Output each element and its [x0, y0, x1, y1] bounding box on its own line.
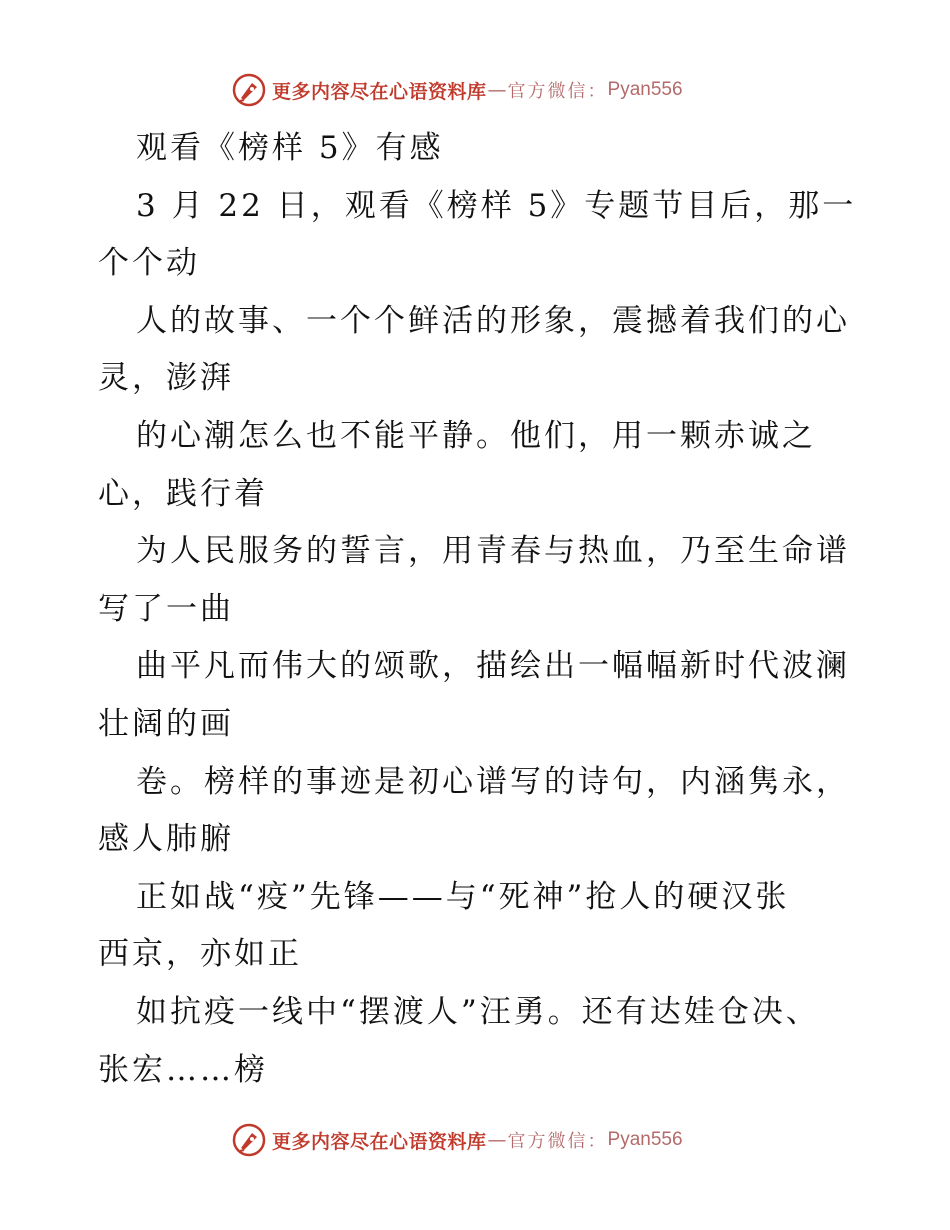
footer-banner	[232, 1122, 683, 1158]
banner-dash: —	[487, 79, 507, 101]
banner-wechat-label: 官方微信：	[507, 1131, 608, 1152]
text-line: 人的故事、一个个鲜活的形象，震撼着我们的心	[136, 302, 850, 339]
document-title: 观看《榜样 5》有感	[136, 130, 444, 166]
text-line: 为人民服务的誓言，用青春与热血，乃至生命谱	[136, 533, 850, 570]
text-line: 写了一曲	[98, 590, 234, 627]
text-line: 西京，亦如正	[98, 936, 302, 973]
banner-wechat-id: Pyan556	[607, 1129, 683, 1150]
header-banner	[232, 72, 683, 108]
text-line: 卷。榜样的事迹是初心谱写的诗句，内涵隽永，	[136, 763, 850, 800]
banner-brand-text: 更多内容尽在心语资料库	[272, 80, 487, 103]
text-line: 3 月 22 日，观看《榜样 5》专题节目后，那一	[136, 187, 857, 224]
text-line: 曲平凡而伟大的颂歌，描绘出一幅幅新时代波澜	[136, 648, 850, 685]
text-line: 感人肺腑	[98, 821, 234, 858]
banner-brand-text: 更多内容尽在心语资料库	[272, 1130, 487, 1153]
text-line: 的心潮怎么也不能平静。他们，用一颗赤诚之	[136, 417, 816, 454]
text-line: 正如战“疫”先锋——与“死神”抢人的硬汉张	[136, 878, 790, 915]
text-line: 个个动	[98, 245, 200, 282]
banner-wechat-id: Pyan556	[607, 79, 683, 100]
text-line: 如抗疫一线中“摆渡人”汪勇。还有达娃仓决、	[136, 993, 820, 1030]
text-line: 灵，澎湃	[98, 360, 234, 397]
document-body	[98, 120, 888, 1099]
text-line: 心，践行着	[98, 475, 268, 512]
text-line: 壮阔的画	[98, 705, 234, 742]
pen-nib-logo-icon	[232, 73, 266, 107]
banner-dash: —	[487, 1129, 507, 1151]
text-line: 张宏……榜	[98, 1051, 268, 1088]
banner-wechat-label: 官方微信：	[507, 81, 608, 102]
pen-nib-logo-icon	[232, 1123, 266, 1157]
